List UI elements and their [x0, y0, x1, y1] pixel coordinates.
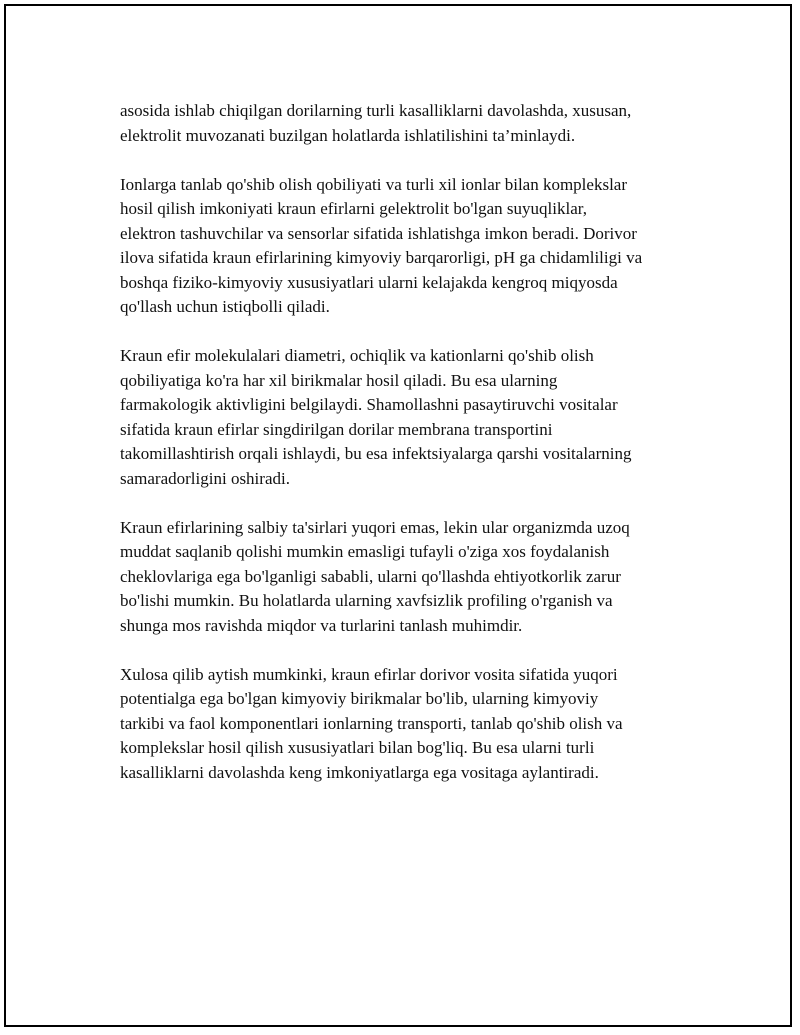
paragraph: Ionlarga tanlab qo'shib olish qobiliyati va turli xil ionlar bilan komplekslar hosil qilish imkoniyati kraun efirlarni gelektrolit bo'lgan suyuqliklar, elektron tashuvchilar va sensorlar sifatida ishlatishga imkon beradi. Dorivor ilova sifatida kraun efirlarining kimyoviy barqarorligi, pH ga chidamliligi va boshqa fiziko-kimyoviy xususiyatlari ularni kelajakda kengroq miqyosda qo'llash uchun istiqbolli qiladi. [120, 174, 643, 316]
paragraph: Kraun efir molekulalari diametri, ochiqlik va kationlarni qo'shib olish qobiliyatiga ko'ra har xil birikmalar hosil qiladi. Bu esa ularning farmakologik aktivligini belgilaydi. Shamollashni pasaytiruvchi vositalar sifatida kraun efirlar singdirilgan dorilar membrana transportini takomillashtirish orqali ishlaydi, bu esa infektsiyalarga qarshi vositalarning samaradorligini oshiradi. [120, 346, 632, 488]
paragraph: Xulosa qilib aytish mumkinki, kraun efirlar dorivor vosita sifatida yuqori potentialga ega bo'lgan kimyoviy birikmalar bo'lib, ularning kimyoviy tarkibi va faol komponentlari ionlarning transporti, tanlab qo'shib olish va komplekslar hosil qilish xususiyatlari bilan bog'liq. Bu esa ularni turli kasalliklarni davolashda keng imkoniyatlarga ega vositaga aylantiradi. [120, 664, 623, 782]
document-body [120, 99, 710, 810]
paragraph: asosida ishlab chiqilgan dorilarning turli kasalliklarni davolashda, xususan, elektrolit muvozanati buzilgan holatlarda ishlatilishini ta’minlaydi. [120, 101, 632, 145]
page-frame [4, 4, 792, 1027]
paragraph: Kraun efirlarining salbiy ta'sirlari yuqori emas, lekin ular organizmda uzoq muddat saqlanib qolishi mumkin emasligi tufayli o'ziga xos foydalanish cheklovlariga ega bo'lganligi sababli, ularni qo'llashda ehtiyotkorlik zarur bo'lishi mumkin. Bu holatlarda ularning xavfsizlik profiling o'rganish va shunga mos ravishda miqdor va turlarini tanlash muhimdir. [120, 517, 630, 635]
